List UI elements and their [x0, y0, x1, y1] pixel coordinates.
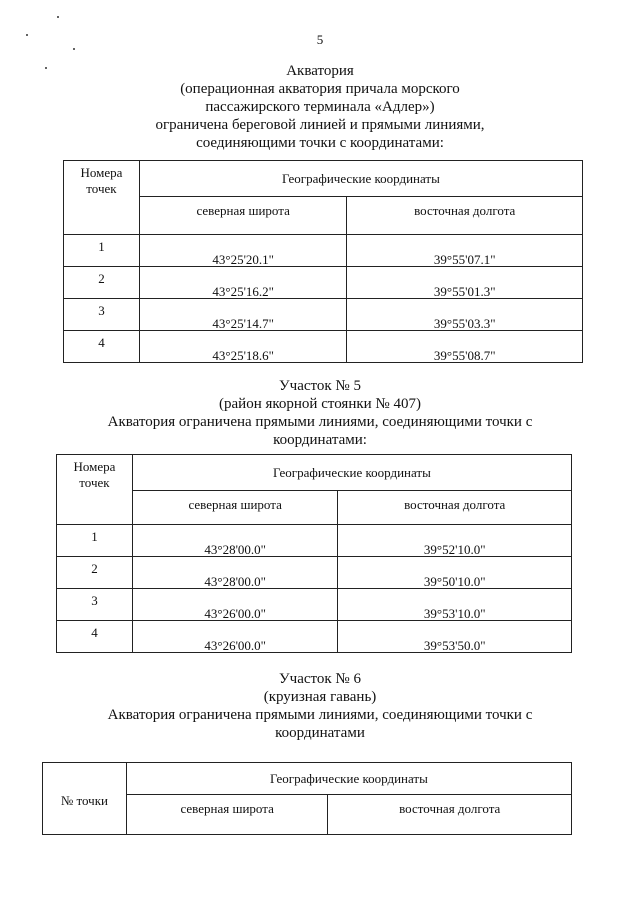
- longitude-value: [347, 267, 583, 299]
- value-text: 43°25'16.2": [212, 284, 274, 299]
- value-text: 43°25'14.7": [212, 316, 274, 331]
- value-text: 43°25'20.1": [212, 252, 274, 267]
- latitude-value: [132, 557, 338, 589]
- heading-line: Акватория ограничена прямыми линиями, соединяющими точки с: [107, 707, 533, 723]
- longitude-value: [347, 331, 583, 363]
- header-latitude: северная широта: [126, 795, 328, 835]
- latitude-value: [132, 589, 338, 621]
- value-text: 43°26'00.0": [204, 606, 266, 621]
- heading-line: Акватория ограничена прямыми линиями, соединяющими точки с: [107, 414, 533, 430]
- coordinates-table-5: [56, 454, 572, 653]
- longitude-value: [347, 299, 583, 331]
- heading-line: соединяющими точки с координатами:: [196, 135, 444, 151]
- heading-line: Акватория: [286, 63, 354, 79]
- latitude-value: [139, 299, 347, 331]
- table-row: [64, 235, 583, 267]
- value-text: 39°55'01.3": [433, 284, 496, 299]
- table-row: [57, 525, 572, 557]
- scan-speck: [73, 48, 75, 50]
- section-5-heading: [0, 377, 640, 449]
- point-number: 4: [57, 621, 133, 653]
- value-text: 39°55'08.7": [433, 348, 496, 363]
- value-text: 43°28'00.0": [204, 574, 266, 589]
- value-text: 39°52'10.0": [423, 542, 486, 557]
- heading-line: (операционная акватория причала морского: [180, 81, 460, 97]
- section-6-heading: [0, 670, 640, 742]
- heading-line: (круизная гавань): [263, 689, 377, 705]
- section-a-heading: [0, 62, 640, 152]
- header-point-number: [57, 455, 133, 525]
- value-text: 39°53'50.0": [423, 638, 486, 653]
- header-geo-coords: Географические координаты: [126, 763, 571, 795]
- latitude-value: [132, 525, 338, 557]
- value-text: 39°55'07.1": [433, 252, 496, 267]
- value-text: 39°50'10.0": [423, 574, 486, 589]
- point-number: 1: [57, 525, 133, 557]
- latitude-value: [132, 621, 338, 653]
- header-latitude: северная широта: [139, 197, 347, 235]
- header-text: точек: [79, 475, 110, 490]
- table-row: [57, 589, 572, 621]
- table-row: [57, 557, 572, 589]
- value-text: 43°25'18.6": [212, 348, 274, 363]
- header-text: точек: [86, 181, 117, 196]
- value-text: 43°26'00.0": [204, 638, 266, 653]
- header-point-number: № точки: [43, 763, 127, 835]
- heading-line: пассажирского терминала «Адлер»): [205, 99, 435, 115]
- latitude-value: [139, 267, 347, 299]
- longitude-value: [338, 621, 572, 653]
- point-number: 1: [64, 235, 140, 267]
- header-geo-coords: Географические координаты: [139, 161, 582, 197]
- page-number: 5: [316, 32, 324, 47]
- header-longitude: восточная долгота: [338, 491, 572, 525]
- value-text: 39°53'10.0": [423, 606, 486, 621]
- coordinates-table-6: [42, 762, 572, 835]
- heading-line: координатами: [275, 725, 365, 741]
- header-text: Номера: [80, 165, 123, 180]
- heading-line: (район якорной стоянки № 407): [219, 396, 421, 412]
- scan-speck: [57, 16, 59, 18]
- longitude-value: [347, 235, 583, 267]
- header-point-number: [64, 161, 140, 235]
- heading-line: Участок № 6: [279, 671, 361, 687]
- heading-line: Участок № 5: [279, 378, 361, 394]
- point-number: 4: [64, 331, 140, 363]
- value-text: 39°55'03.3": [433, 316, 496, 331]
- longitude-value: [338, 525, 572, 557]
- table-row: [64, 331, 583, 363]
- latitude-value: [139, 235, 347, 267]
- point-number: 3: [64, 299, 140, 331]
- point-number: 3: [57, 589, 133, 621]
- heading-line: координатами:: [273, 432, 367, 448]
- longitude-value: [338, 557, 572, 589]
- heading-line: ограничена береговой линией и прямыми линиями,: [155, 117, 485, 133]
- header-longitude: восточная долгота: [328, 795, 572, 835]
- point-number: 2: [64, 267, 140, 299]
- table-row: [64, 299, 583, 331]
- table-row: [64, 267, 583, 299]
- value-text: 43°28'00.0": [204, 542, 266, 557]
- point-number: 2: [57, 557, 133, 589]
- longitude-value: [338, 589, 572, 621]
- coordinates-table-a: [63, 160, 583, 363]
- header-longitude: восточная долгота: [347, 197, 583, 235]
- header-geo-coords: Географические координаты: [132, 455, 571, 491]
- header-latitude: северная широта: [132, 491, 338, 525]
- latitude-value: [139, 331, 347, 363]
- header-text: Номера: [73, 459, 116, 474]
- table-row: [57, 621, 572, 653]
